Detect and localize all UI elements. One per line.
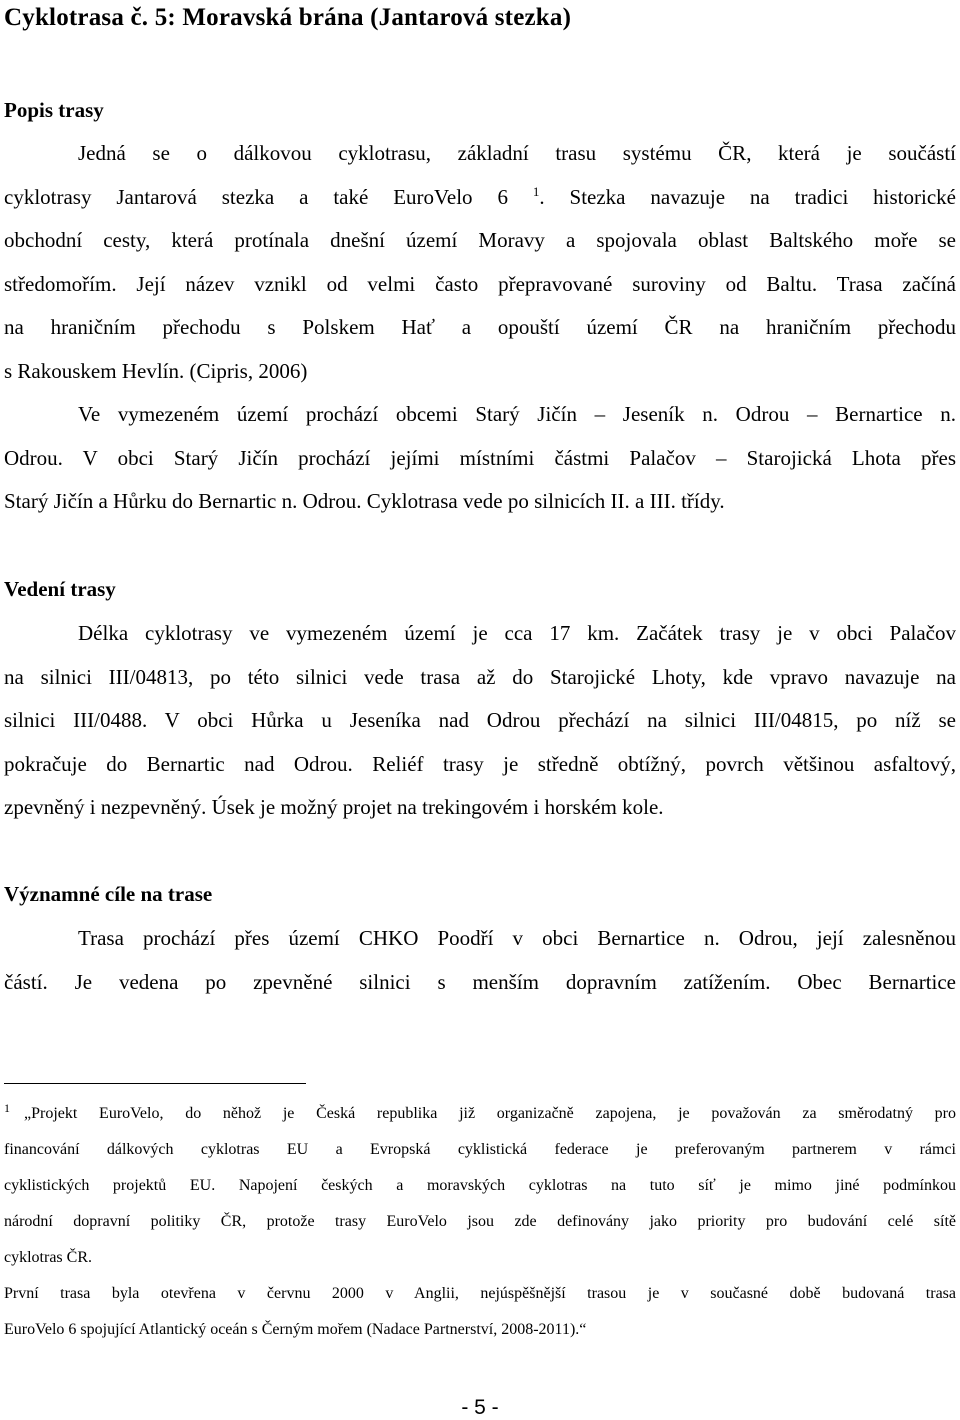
page-title: Cyklotrasa č. 5: Moravská brána (Jantarová stezka) — [4, 4, 572, 31]
footnote-reference: 1 — [532, 183, 540, 199]
text-line: Trasa prochází přes území CHKO Poodří v obci Bernartice n. Odrou, její zalesněnou — [78, 926, 956, 950]
paragraph-popis-trasy — [4, 132, 956, 524]
section-heading-popis-trasy: Popis trasy — [4, 98, 104, 122]
text-line: Délka cyklotrasy ve vymezeném území je cca 17 km. Začátek trasy je v obci Palačov — [78, 621, 956, 645]
text-line: Jedná se o dálkovou cyklotrasu, základní trasu systému ČR, která je součástí — [78, 141, 956, 165]
text-line: středomořím. Její název vznikl od velmi často přepravované suroviny od Baltu. Trasa začíná — [4, 271, 956, 296]
text-line: Ve vymezeném území prochází obcemi Starý Jičín – Jeseník n. Odrou – Bernartice n. — [78, 402, 956, 426]
text-line: Starý Jičín a Hůrku do Bernartic n. Odrou. Cyklotrasa vede po silnicích II. a III. třídy. — [4, 489, 725, 513]
text-line: s Rakouskem Hevlín. (Cipris, 2006) — [4, 358, 308, 383]
footnote-line: První trasa byla otevřena v červnu 2000 v Anglii, nejúspěšnější trasou je v současné době budovaná trasa — [4, 1285, 956, 1302]
footnote-line: cyklistických projektů EU. Napojení českých a moravských cyklotras na tuto síť je mimo jiné podmínkou — [4, 1177, 956, 1194]
footnote — [4, 1096, 956, 1348]
text-line: pokračuje do Bernartic nad Odrou. Reliéf trasy je středně obtížný, povrch většinou asfaltový, — [4, 751, 956, 776]
text-line: Odrou. V obci Starý Jičín prochází jejími místními částmi Palačov – Starojická Lhota přes — [4, 445, 956, 470]
footnote-separator — [4, 1083, 306, 1084]
footnote-line: cyklotras ČR. — [4, 1249, 92, 1266]
text-line: na hraničním přechodu s Polskem Hať a opouští území ČR na hraničním přechodu — [4, 315, 956, 339]
page-number: - 5 - — [461, 1396, 499, 1419]
text-line: zpevněný i nezpevněný. Úsek je možný projet na trekingovém i horském kole. — [4, 795, 664, 819]
footnote-mark: 1 — [4, 1100, 10, 1115]
text-line: na silnici III/04813, po této silnici vede trasa až do Starojické Lhoty, kde vpravo navazuje na — [4, 664, 956, 689]
footnote-line: národní dopravní politiky ČR, protože trasy EuroVelo jsou zde definovány jako priority pro budování celé sítě — [4, 1213, 956, 1230]
text-line: částí. Je vedena po zpevněné silnici s menším dopravním zatížením. Obec Bernartice — [4, 969, 956, 994]
text-line: cyklotrasy Jantarová stezka a také EuroVelo 6 $^1$. Stezka navazuje na tradici historické — [4, 183, 956, 209]
footnote-line: $^1$ „Projekt EuroVelo, do něhož je Česká republika již organizačně zapojena, je považován za směrodatný pro — [4, 1100, 956, 1122]
text-line: obchodní cesty, která protínala dnešní území Moravy a spojovala oblast Baltského moře se — [4, 228, 956, 252]
section-heading-vedeni-trasy: Vedení trasy — [4, 577, 116, 601]
footnote-line: financování dálkových cyklotras EU a Evropská cyklistická federace je preferovaným partnerem v rámci — [4, 1141, 956, 1158]
paragraph-vyznamne-cile — [4, 917, 956, 1004]
footnote-line: EuroVelo 6 spojující Atlantický oceán s Černým mořem (Nadace Partnerství, 2008-2011).“ — [4, 1321, 587, 1338]
paragraph-vedeni-trasy — [4, 612, 956, 830]
text-line: silnici III/0488. V obci Hůrka u Jeseníka nad Odrou přechází na silnici III/04815, po níž se — [4, 708, 956, 732]
section-heading-vyznamne-cile: Významné cíle na trase — [4, 882, 213, 906]
